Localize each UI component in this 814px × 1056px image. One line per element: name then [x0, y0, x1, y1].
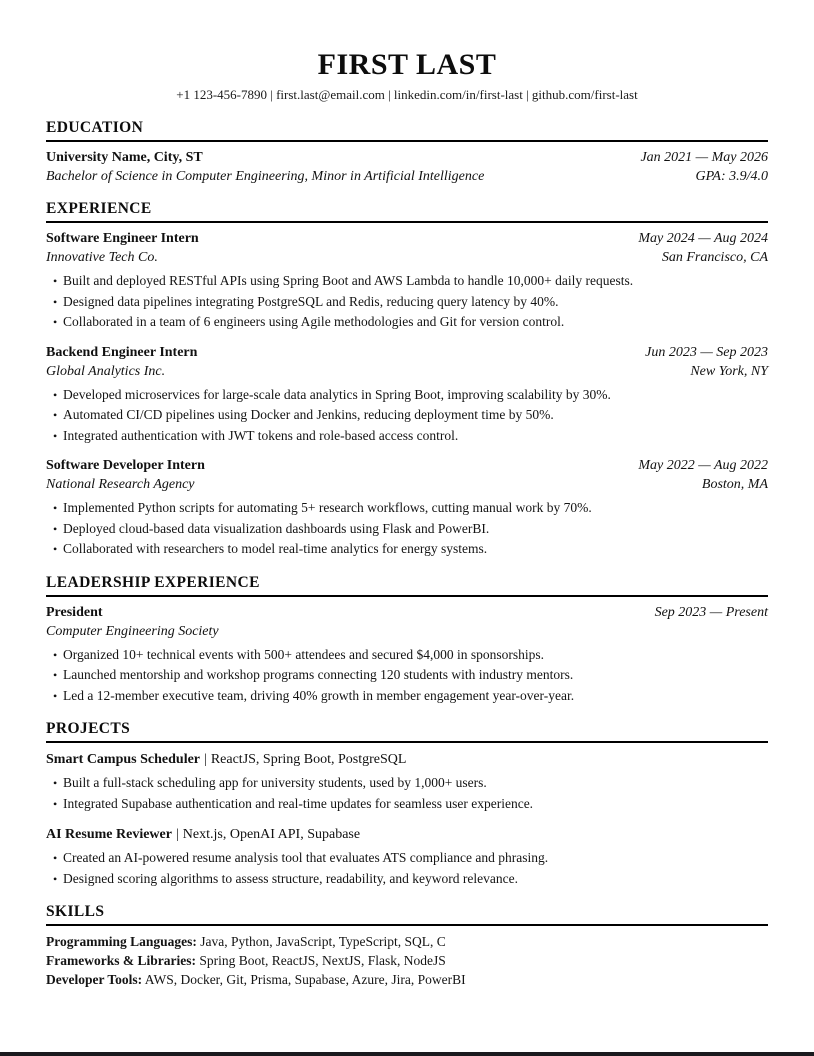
bullet-item: • Collaborated in a team of 6 engineers using Agile methodologies and Git for version control.: [46, 312, 768, 333]
company-name: National Research Agency: [46, 477, 195, 492]
experience-entry: [46, 343, 768, 447]
job-bullet-list: [46, 498, 768, 560]
education-degree-row: [46, 167, 768, 186]
page-boundary-bar: [0, 1052, 814, 1056]
education-title-row: [46, 148, 768, 167]
skill-category-label: Programming Languages:: [46, 934, 197, 949]
job-title-row: [46, 229, 768, 248]
job-location: San Francisco, CA: [661, 250, 768, 265]
skill-category-label: Developer Tools:: [46, 972, 143, 987]
job-title: Software Developer Intern: [46, 458, 205, 473]
section-education: [46, 118, 768, 186]
section-leadership: [46, 573, 768, 707]
bullet-item: • Automated CI/CD pipelines using Docker and Jenkins, reducing deployment time by 50%.: [46, 405, 768, 426]
job-bullet-list: [46, 271, 768, 333]
skill-row: [46, 932, 768, 951]
bullet-item: • Created an AI-powered resume analysis tool that evaluates ATS compliance and phrasing.: [46, 848, 768, 869]
skill-values: Spring Boot, ReactJS, NextJS, Flask, NodeJS: [199, 953, 446, 968]
education-entry: [46, 148, 768, 186]
job-dates: Jun 2023 — Sep 2023: [645, 344, 768, 360]
bullet-item: • Launched mentorship and workshop programs connecting 120 students with industry mentors.: [46, 665, 768, 686]
leadership-entry: [46, 603, 768, 707]
job-bullet-list: [46, 385, 768, 447]
project-bullet-list: [46, 773, 768, 814]
resume-header: [46, 46, 768, 103]
leadership-title: President: [46, 604, 103, 620]
resume-body: [46, 118, 768, 989]
leadership-org-row: [46, 622, 768, 641]
section-experience: [46, 199, 768, 560]
project-title-row: [46, 824, 768, 844]
bullet-item: • Led a 12-member executive team, driving 40% growth in member engagement year-over-year.: [46, 686, 768, 707]
leadership-bullet-list: [46, 645, 768, 707]
section-heading-education: EDUCATION: [46, 118, 768, 142]
section-heading-skills: SKILLS: [46, 902, 768, 926]
project-entry: [46, 749, 768, 814]
job-title-row: [46, 456, 768, 475]
skill-values: AWS, Docker, Git, Prisma, Supabase, Azure, Jira, PowerBI: [144, 972, 466, 987]
job-dates: May 2022 — Aug 2022: [638, 458, 768, 473]
leadership-title-row: [46, 603, 768, 622]
skills-entry: [46, 932, 768, 989]
experience-entry: [46, 456, 768, 560]
bullet-item: • Deployed cloud-based data visualization dashboards using Flask and PowerBI.: [46, 519, 768, 540]
job-title: Backend Engineer Intern: [46, 344, 198, 360]
section-heading-leadership: LEADERSHIP EXPERIENCE: [46, 573, 768, 597]
job-company-row: [46, 248, 768, 267]
company-name: Global Analytics Inc.: [46, 363, 166, 379]
leadership-dates: Sep 2023 — Present: [654, 604, 768, 620]
bullet-item: • Implemented Python scripts for automating 5+ research workflows, cutting manual work by 70%.: [46, 498, 768, 519]
project-stack: ReactJS, Spring Boot, PostgreSQL: [210, 752, 407, 767]
bullet-item: • Organized 10+ technical events with 500+ attendees and secured $4,000 in sponsorships.: [46, 645, 768, 666]
section-heading-projects: PROJECTS: [46, 719, 768, 743]
bullet-item: • Collaborated with researchers to model real-time analytics for energy systems.: [46, 539, 768, 560]
project-stack: Next.js, OpenAI API, Supabase: [182, 827, 361, 842]
section-projects: [46, 719, 768, 889]
bullet-item: • Built and deployed RESTful APIs using Spring Boot and AWS Lambda to handle 10,000+ daily requests.: [46, 271, 768, 292]
project-name: Smart Campus Scheduler: [46, 752, 201, 767]
job-company-row: [46, 362, 768, 381]
bullet-item: • Designed data pipelines integrating PostgreSQL and Redis, reducing query latency by 40%.: [46, 292, 768, 313]
contact-line: +1 123-456-7890 | first.last@email.com | linkedin.com/in/first-last | github.com/first-last: [176, 87, 638, 102]
school-name: University Name, City, ST: [46, 150, 203, 165]
gpa: GPA: 3.9/4.0: [695, 169, 768, 184]
skill-category-label: Frameworks & Libraries:: [46, 953, 196, 968]
job-location: Boston, MA: [701, 477, 768, 492]
job-location: New York, NY: [690, 363, 768, 379]
education-dates: Jan 2021 — May 2026: [640, 150, 768, 165]
section-heading-experience: EXPERIENCE: [46, 199, 768, 223]
job-dates: May 2024 — Aug 2024: [638, 231, 768, 246]
project-divider: |: [204, 752, 207, 767]
company-name: Innovative Tech Co.: [46, 250, 158, 265]
bullet-item: • Integrated Supabase authentication and real-time updates for seamless user experience.: [46, 794, 768, 815]
project-title-row: [46, 749, 768, 769]
bullet-item: • Designed scoring algorithms to assess structure, readability, and keyword relevance.: [46, 869, 768, 890]
skill-values: Java, Python, JavaScript, TypeScript, SQL, C: [200, 934, 446, 949]
project-name: AI Resume Reviewer: [46, 827, 172, 842]
experience-entry: [46, 229, 768, 333]
skill-row: [46, 970, 768, 989]
project-entry: [46, 824, 768, 889]
bullet-item: • Developed microservices for large-scale data analytics in Spring Boot, improving scalability by 30%.: [46, 385, 768, 406]
job-title: Software Engineer Intern: [46, 231, 199, 246]
project-divider: |: [175, 827, 179, 842]
project-bullet-list: [46, 848, 768, 889]
page-title: FIRST LAST: [317, 48, 497, 81]
degree: Bachelor of Science in Computer Engineering, Minor in Artificial Intelligence: [46, 169, 485, 184]
job-company-row: [46, 475, 768, 494]
section-skills: [46, 902, 768, 989]
job-title-row: [46, 343, 768, 362]
bullet-item: • Integrated authentication with JWT tokens and role-based access control.: [46, 426, 768, 447]
bullet-item: • Built a full-stack scheduling app for university students, used by 1,000+ users.: [46, 773, 768, 794]
organization-name: Computer Engineering Society: [46, 623, 219, 639]
skill-row: [46, 951, 768, 970]
